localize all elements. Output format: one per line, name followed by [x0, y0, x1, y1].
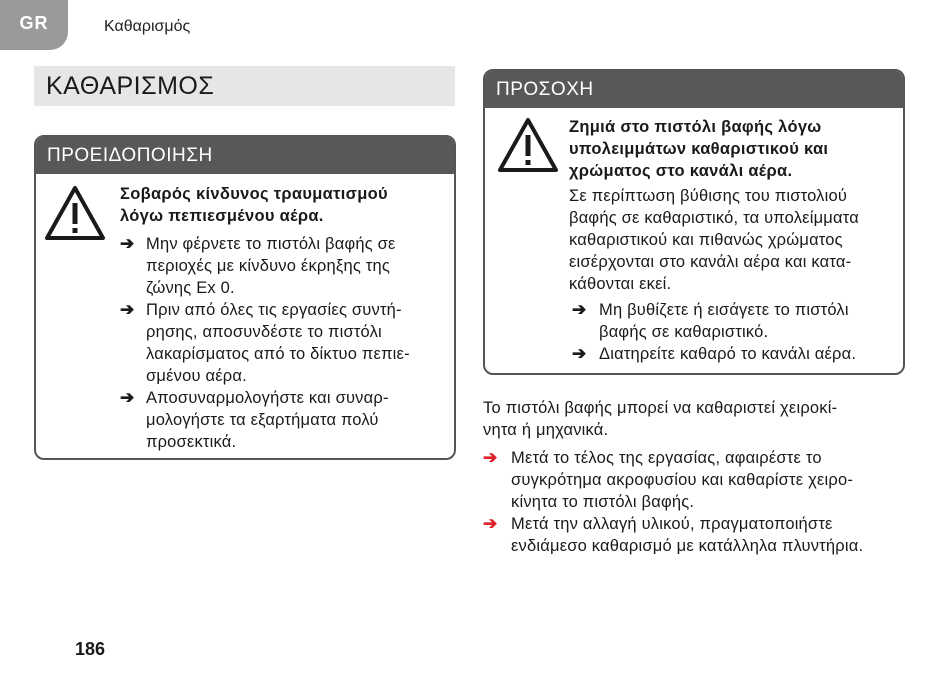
item-line: Μετά το τέλος της εργασίας, αφαιρέστε το	[511, 449, 822, 467]
arrow-right-icon: ➔	[120, 388, 135, 407]
warning-title-line: λόγω πεπιεσμένου αέρα.	[120, 207, 324, 225]
caution-title-line: Ζημιά στο πιστόλι βαφής λόγω	[569, 118, 822, 136]
warning-triangle-icon	[44, 185, 106, 241]
caution-title	[569, 116, 899, 182]
arrow-right-icon: ➔	[483, 448, 498, 467]
item-line: Διατηρείτε καθαρό το κανάλι αέρα.	[599, 345, 857, 363]
instruction-item	[483, 513, 913, 557]
item-line: Αποσυναρμολογήστε και συναρ-	[146, 389, 389, 407]
item-line: λακαρίσματος από το δίκτυο πεπιε-	[146, 345, 410, 363]
language-tab: GR	[0, 0, 68, 50]
caution-box	[483, 69, 905, 375]
text-line: εισέρχονται στο κανάλι αέρα και κατα-	[569, 253, 852, 271]
item-line: συγκρότημα ακροφυσίου και καθαρίστε χειρο-	[511, 471, 854, 489]
caution-list	[569, 299, 899, 365]
caution-box-header: ΠΡΟΣΟΧΗ	[485, 71, 903, 108]
item-line: κίνητα το πιστόλι βαφής.	[511, 493, 695, 511]
item-line: Μετά την αλλαγή υλικού, πραγματοποιήστε	[511, 515, 833, 533]
text-line: Σε περίπτωση βύθισης του πιστολιού	[569, 187, 848, 205]
warning-box-header: ΠΡΟΕΙΔΟΠΟΙΗΣΗ	[36, 137, 454, 174]
warning-box-body	[120, 183, 450, 453]
warning-list	[120, 233, 450, 453]
warning-list-item	[120, 299, 450, 387]
page-number: 186	[75, 639, 106, 659]
text-line: Το πιστόλι βαφής μπορεί να καθαριστεί χειροκί-	[483, 399, 838, 417]
caution-title-line: χρώματος στο κανάλι αέρα.	[569, 162, 793, 180]
intro-paragraph	[483, 397, 913, 441]
warning-title-line: Σοβαρός κίνδυνος τραυματισμού	[120, 185, 388, 203]
item-line: σμένου αέρα.	[146, 367, 247, 385]
warning-list-item	[120, 387, 450, 453]
cleaning-instructions	[483, 397, 913, 557]
item-line: μολογήστε τα εξαρτήματα πολύ	[146, 411, 379, 429]
instruction-list	[483, 447, 913, 557]
text-line: κάθονται εκεί.	[569, 275, 672, 293]
arrow-right-icon: ➔	[572, 344, 587, 363]
arrow-right-icon: ➔	[120, 300, 135, 319]
section-title: ΚΑΘΑΡΙΣΜΟΣ	[34, 66, 455, 106]
arrow-right-icon: ➔	[572, 300, 587, 319]
item-line: ρησης, αποσυνδέστε το πιστόλι	[146, 323, 382, 341]
item-line: βαφής σε καθαριστικό.	[599, 323, 769, 341]
text-line: καθαριστικού και πιθανώς χρώματος	[569, 231, 843, 249]
text-line: βαφής σε καθαριστικό, τα υπολείμματα	[569, 209, 859, 227]
warning-list-item	[120, 233, 450, 299]
item-line: ενδιάμεσο καθαρισμό με κατάλληλα πλυντήρια.	[511, 537, 864, 555]
text-line: νητα ή μηχανικά.	[483, 421, 609, 439]
warning-triangle-icon	[497, 117, 559, 173]
arrow-right-icon: ➔	[483, 514, 498, 533]
item-line: προσεκτικά.	[146, 433, 237, 451]
running-header-title: Καθαρισμός	[104, 18, 191, 35]
item-line: Μη βυθίζετε ή εισάγετε το πιστόλι	[599, 301, 849, 319]
item-line: Μην φέρνετε το πιστόλι βαφής σε	[146, 235, 396, 253]
item-line: περιοχές με κίνδυνο έκρηξης της	[146, 257, 391, 275]
caution-box-body	[569, 116, 899, 365]
caution-list-item	[569, 343, 899, 365]
warning-title	[120, 183, 450, 227]
instruction-item	[483, 447, 913, 513]
caution-list-item	[569, 299, 899, 343]
item-line: ζώνης Ex 0.	[146, 279, 235, 297]
arrow-right-icon: ➔	[120, 234, 135, 253]
caution-description	[569, 185, 899, 295]
item-line: Πριν από όλες τις εργασίες συντή-	[146, 301, 402, 319]
warning-box	[34, 135, 456, 460]
caution-title-line: υπολειμμάτων καθαριστικού και	[569, 140, 829, 158]
